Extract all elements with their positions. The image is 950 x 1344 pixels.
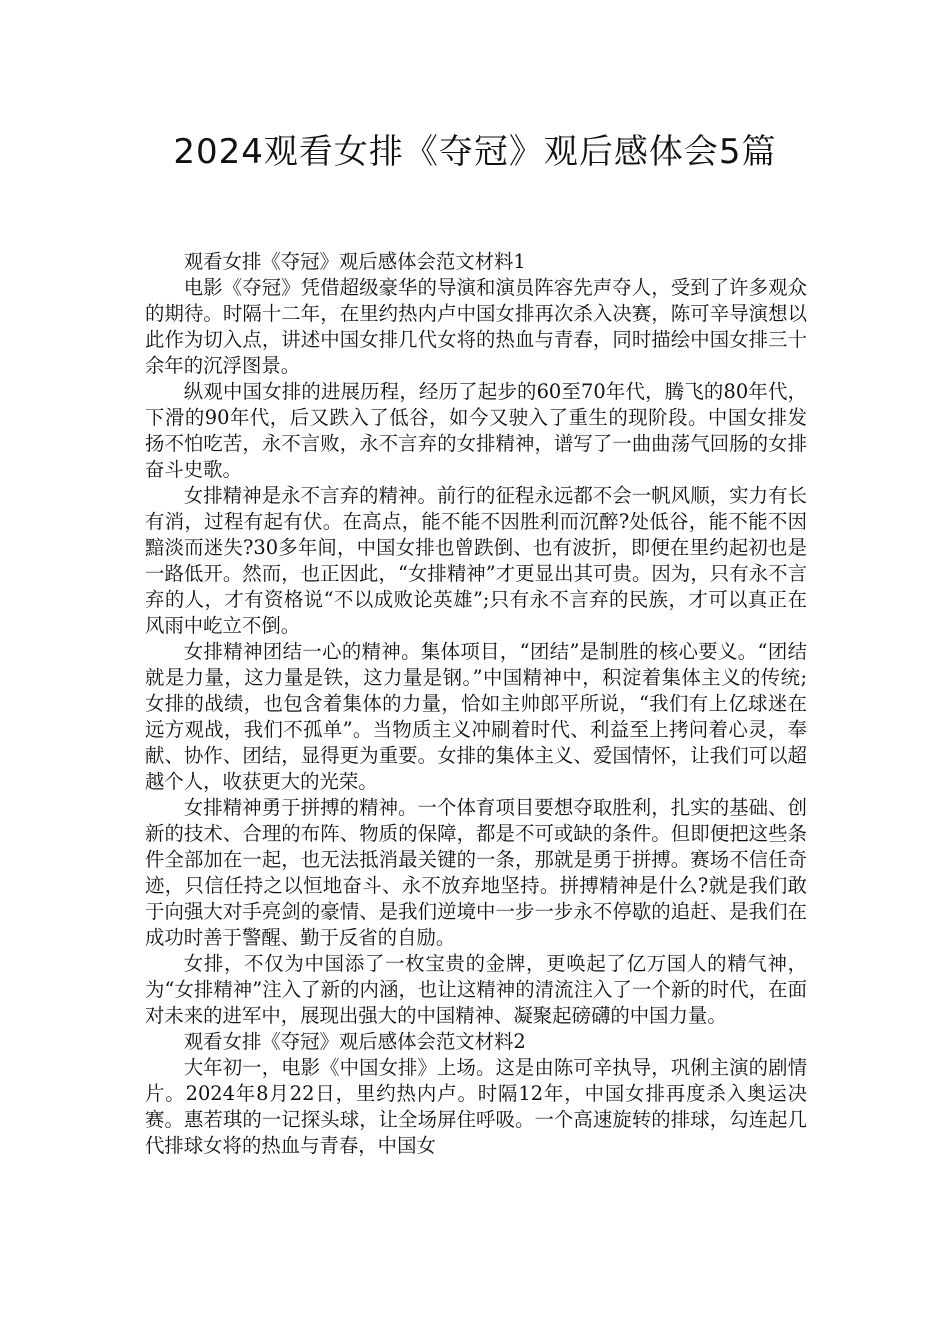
paragraph: 电影《夺冠》凭借超级豪华的导演和演员阵容先声夺人，受到了许多观众的期待。时隔十二年，在里约热内卢中国女排再次杀入决赛，陈可辛导演想以此作为切入点，讲述中国女排几代女将的热血与青春，同时描绘中国女排三十余年的沉浮图景。 xyxy=(145,276,807,377)
document-body xyxy=(145,249,807,1159)
paragraph: 大年初一，电影《中国女排》上场。这是由陈可辛执导，巩俐主演的剧情片。2024年8月22日，里约热内卢。时隔12年，中国女排再度杀入奥运决赛。惠若琪的一记探头球，让全场屏住呼吸。一个高速旋转的排球，勾连起几代排球女将的热血与青春，中国女 xyxy=(145,1056,807,1157)
paragraph: 女排精神是永不言弃的精神。前行的征程永远都不会一帆风顺，实力有长有消，过程有起有伏。在高点，能不能不因胜利而沉醉?处低谷，能不能不因黯淡而迷失?30多年间，中国女排也曾跌倒、也有波折，即便在里约起初也是一路低开。然而，也正因此，“女排精神”才更显出其可贵。因为，只有永不言弃的人，才有资格说“不以成败论英雄”;只有永不言弃的民族，才可以真正在风雨中屹立不倒。 xyxy=(145,484,807,637)
section-heading: 观看女排《夺冠》观后感体会范文材料2 xyxy=(183,1030,526,1053)
section-heading: 观看女排《夺冠》观后感体会范文材料1 xyxy=(183,250,526,273)
paragraph: 纵观中国女排的进展历程，经历了起步的60至70年代，腾飞的80年代，下滑的90年代，后又跌入了低谷，如今又驶入了重生的现阶段。中国女排发扬不怕吃苦，永不言败，永不言弃的女排精神，谱写了一曲曲荡气回肠的女排奋斗史歌。 xyxy=(145,380,807,481)
document-title: 2024观看女排《夺冠》观后感体会5篇 xyxy=(173,132,777,172)
paragraph: 女排，不仅为中国添了一枚宝贵的金牌，更唤起了亿万国人的精气神，为“女排精神”注入了新的内涵，也让这精神的清流注入了一个新的时代，在面对未来的进军中，展现出强大的中国精神、凝聚起磅礴的中国力量。 xyxy=(145,952,807,1027)
paragraph: 女排精神勇于拼搏的精神。一个体育项目要想夺取胜利，扎实的基础、创新的技术、合理的布阵、物质的保障，都是不可或缺的条件。但即便把这些条件全部加在一起，也无法抵消最关键的一条，那就是勇于拼搏。赛场不信任奇迹，只信任持之以恒地奋斗、永不放弃地坚持。拼搏精神是什么?就是我们敢于向强大对手亮剑的豪情、是我们逆境中一步一步永不停歇的追赶、是我们在成功时善于警醒、勤于反省的自励。 xyxy=(145,796,807,949)
paragraph: 女排精神团结一心的精神。集体项目，“团结”是制胜的核心要义。“团结就是力量，这力量是铁，这力量是钢。”中国精神中，积淀着集体主义的传统;女排的战绩，也包含着集体的力量，恰如主帅郎平所说，“我们有上亿球迷在远方观战，我们不孤单”。当物质主义冲刷着时代、利益至上拷问着心灵，奉献、协作、团结，显得更为重要。女排的集体主义、爱国情怀，让我们可以超越个人，收获更大的光荣。 xyxy=(145,640,807,793)
